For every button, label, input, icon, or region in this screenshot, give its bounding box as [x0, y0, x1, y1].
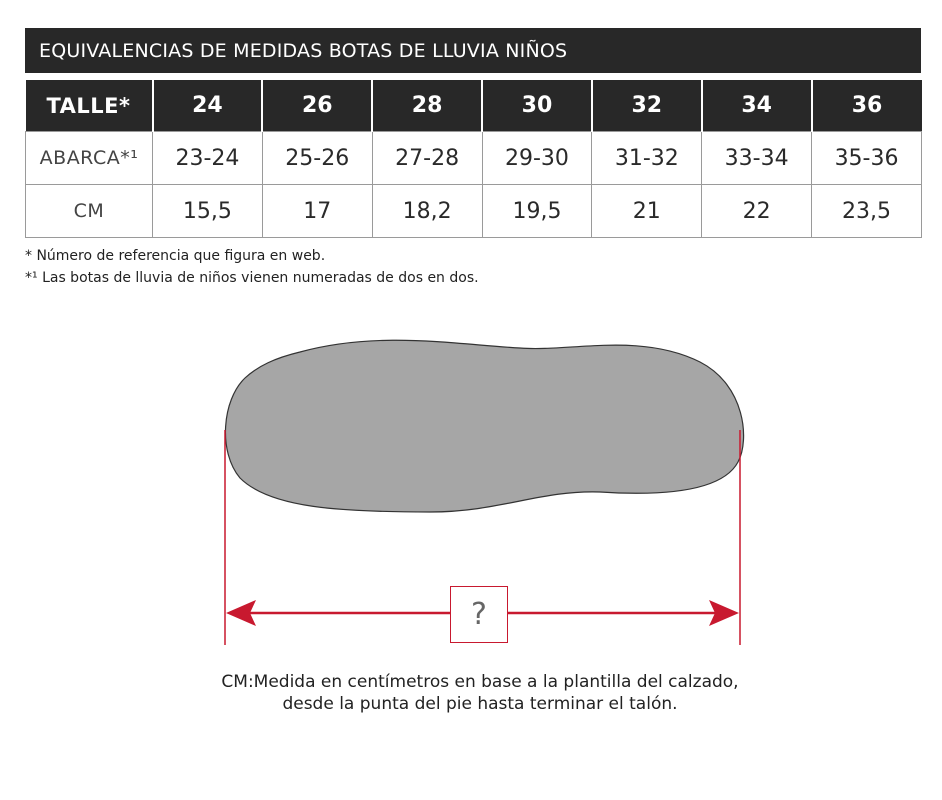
table-title: EQUIVALENCIAS DE MEDIDAS BOTAS DE LLUVIA NIÑOS	[25, 28, 921, 73]
table-cell: 31-32	[592, 132, 702, 185]
table-cell: 33-34	[702, 132, 812, 185]
table-cell: 25-26	[262, 132, 372, 185]
caption-line-2: desde la punta del pie hasta terminar el talón.	[282, 694, 678, 714]
row-label-talle: TALLE*	[26, 80, 153, 132]
footnote-abarca: *¹ Las botas de lluvia de niños vienen numeradas de dos en dos.	[25, 270, 479, 286]
row-label-abarca: ABARCA*¹	[26, 132, 153, 185]
measure-question-box: ?	[450, 586, 508, 643]
table-cell: 28	[372, 80, 482, 132]
insole-shape	[225, 340, 743, 512]
table-cell: 26	[262, 80, 372, 132]
table-cell: 35-36	[812, 132, 922, 185]
caption-line-1: CM:Medida en centímetros en base a la plantilla del calzado,	[221, 672, 739, 692]
table-cell: 19,5	[482, 185, 592, 238]
table-cell: 22	[702, 185, 812, 238]
table-cell: 32	[592, 80, 702, 132]
table-cell: 23,5	[812, 185, 922, 238]
table-cell: 36	[812, 80, 922, 132]
table-cell: 23-24	[153, 132, 263, 185]
table-cell: 29-30	[482, 132, 592, 185]
table-cell: 30	[482, 80, 592, 132]
table-cell: 24	[153, 80, 263, 132]
footnote-talle: * Número de referencia que figura en web.	[25, 248, 326, 264]
table-cell: 17	[262, 185, 372, 238]
row-label-cm: CM	[26, 185, 153, 238]
table-cell: 15,5	[153, 185, 263, 238]
table-cell: 18,2	[372, 185, 482, 238]
table-cell: 34	[702, 80, 812, 132]
table-cell: 27-28	[372, 132, 482, 185]
table-cell: 21	[592, 185, 702, 238]
